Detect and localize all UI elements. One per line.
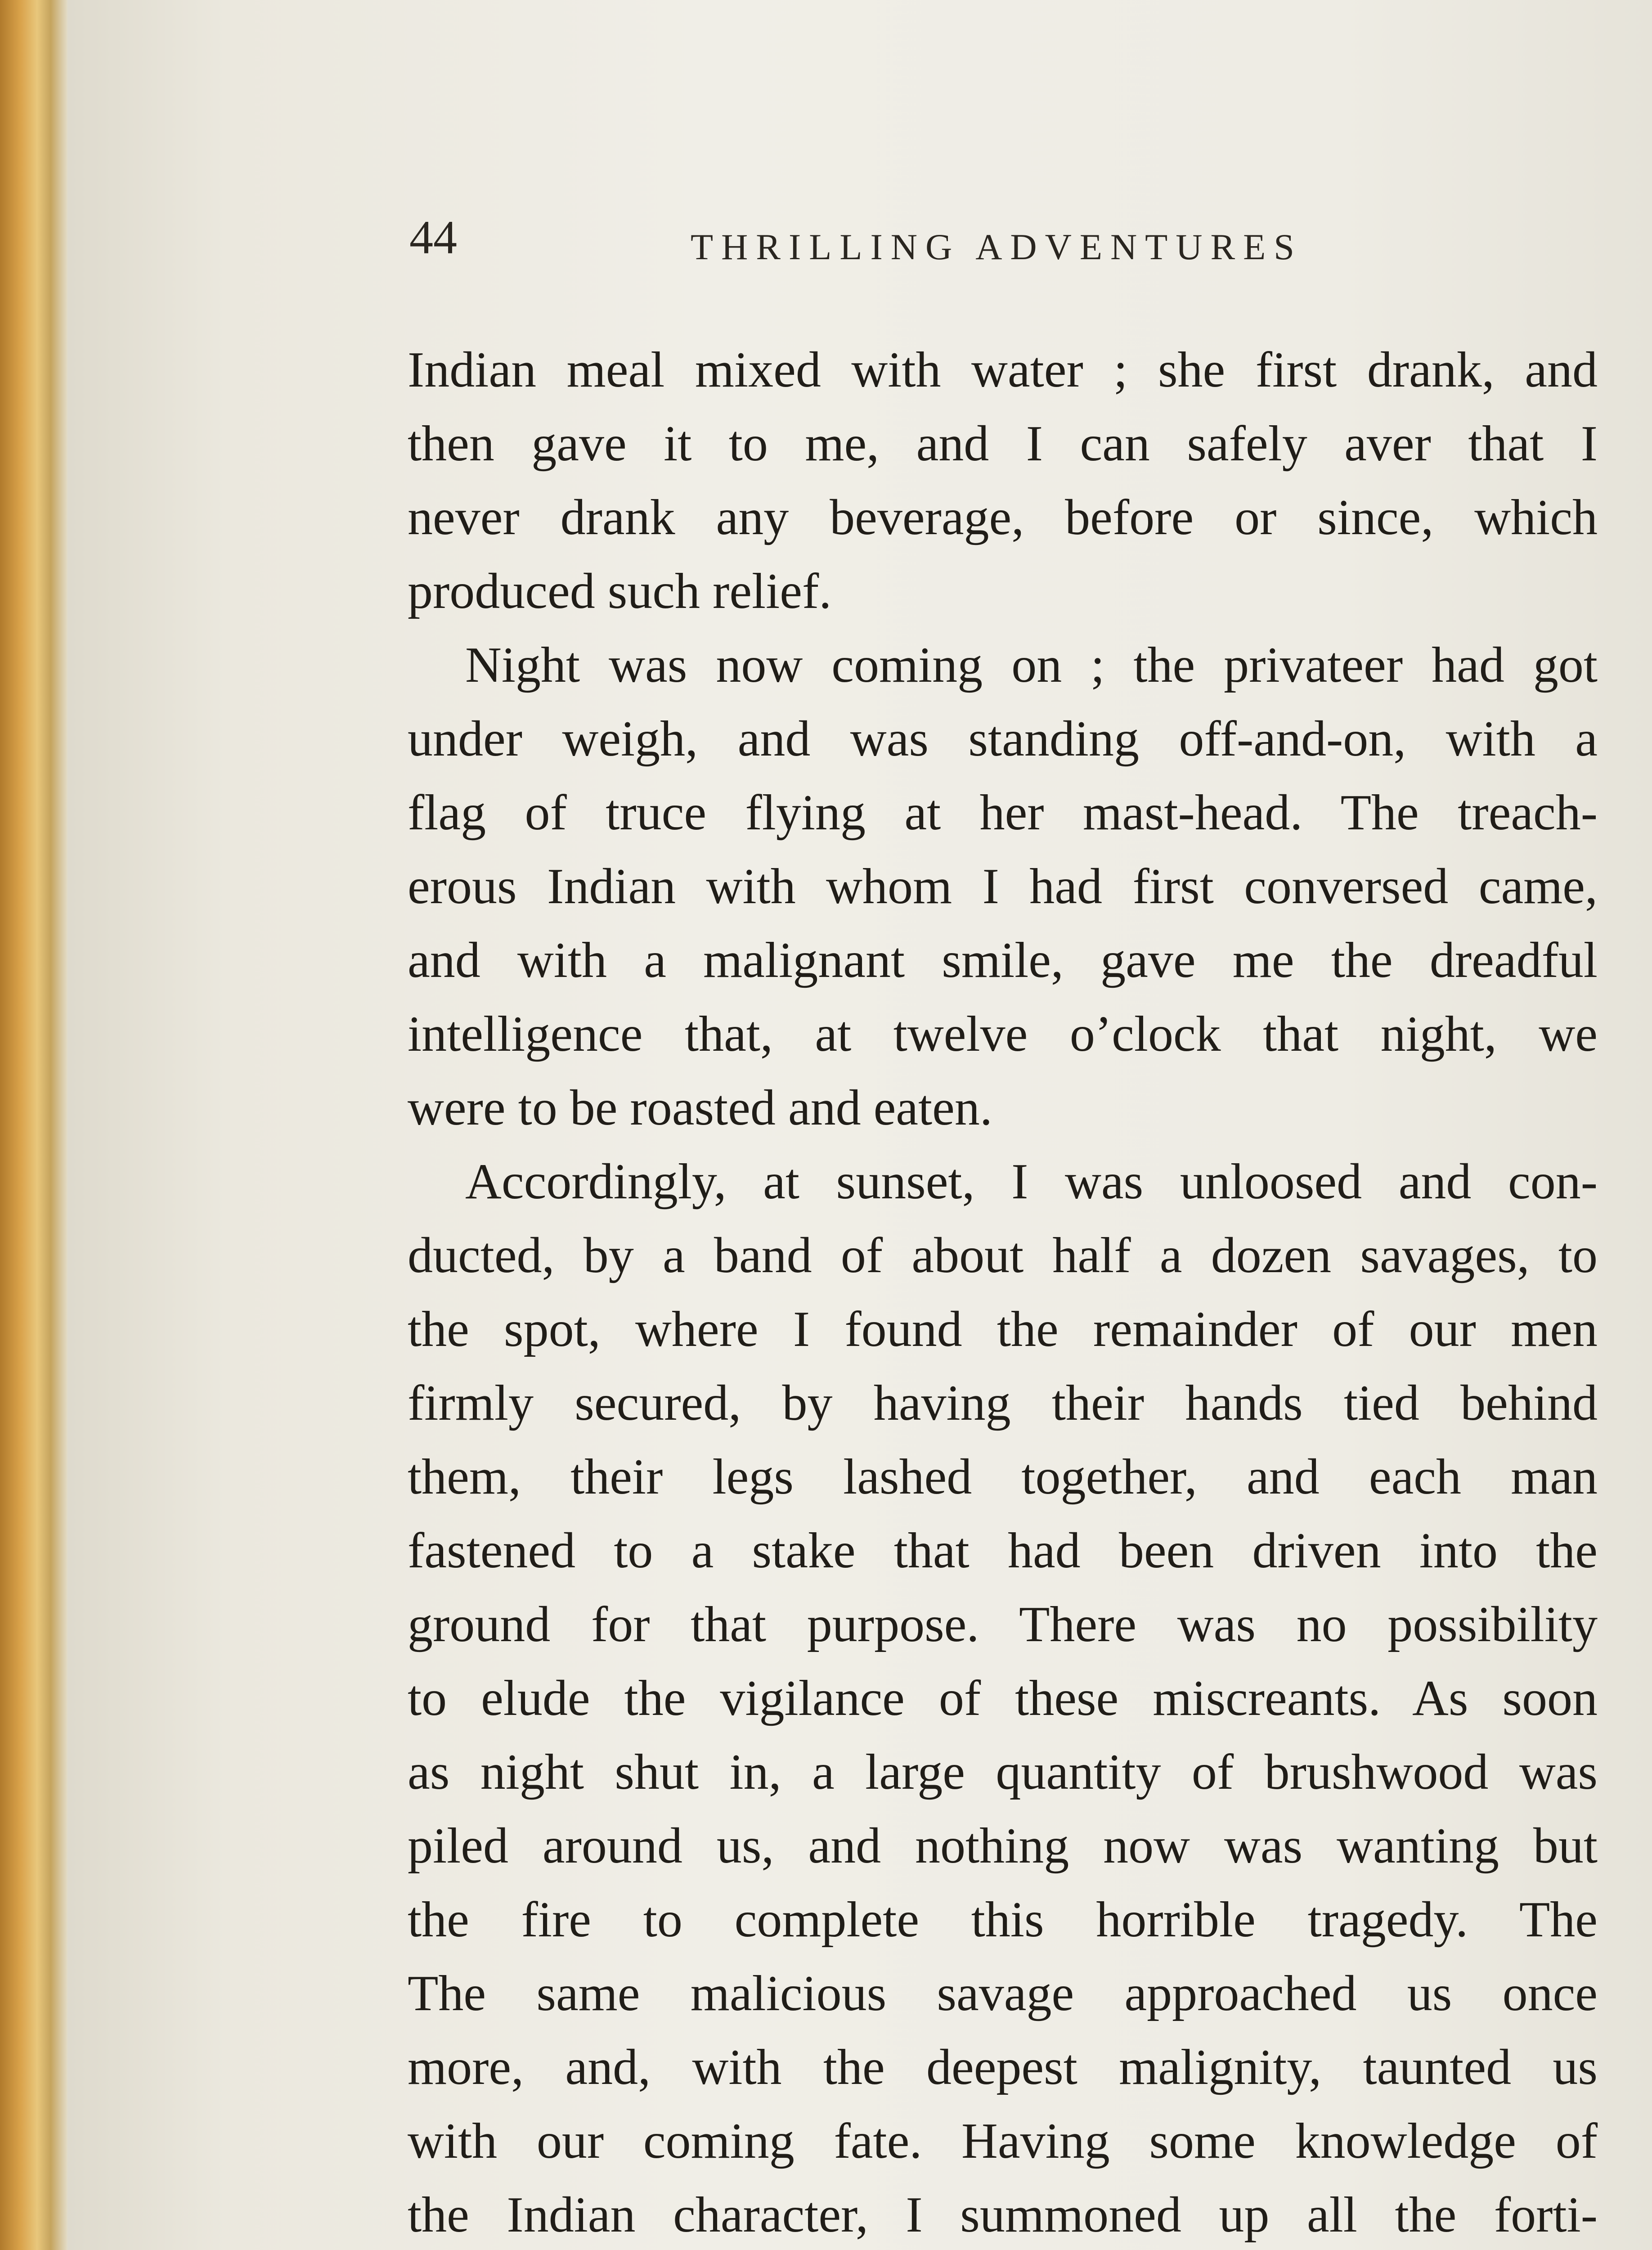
text-line: as night shut in, a large quantity of brushwood was — [408, 1744, 1598, 1800]
text-line: piled around us, and nothing now was wanting but — [408, 1818, 1598, 1874]
text-line: under weigh, and was standing off-and-on, with a — [408, 711, 1598, 767]
text-line: Indian meal mixed with water ; she first drank, and — [408, 342, 1598, 398]
page-body — [408, 333, 1598, 2250]
text-line: Night was now coming on ; the privateer had got — [465, 637, 1598, 693]
text-line: erous Indian with whom I had first conversed came, — [408, 859, 1598, 914]
text-line: the Indian character, I summoned up all the forti- — [408, 2187, 1598, 2243]
text-line: with our coming fate. Having some knowledge of — [408, 2113, 1598, 2169]
text-line: The same malicious savage approached us once — [408, 1966, 1598, 2021]
text-line: flag of truce flying at her mast-head. The treach- — [408, 785, 1598, 841]
text-line: intelligence that, at twelve o’clock that night, we — [408, 1006, 1598, 1062]
running-title: THRILLING ADVENTURES — [691, 226, 1302, 267]
text-line: them, their legs lashed together, and each man — [408, 1449, 1598, 1505]
text-line: the fire to complete this horrible tragedy. The — [408, 1892, 1598, 1948]
text-line: then gave it to me, and I can safely aver that I — [408, 416, 1598, 472]
text-line: and with a malignant smile, gave me the dreadful — [408, 932, 1598, 988]
text-line: never drank any beverage, before or since, which — [408, 490, 1598, 545]
text-line: more, and, with the deepest malignity, taunted us — [408, 2039, 1598, 2095]
text-line: were to be roasted and eaten. — [408, 1080, 992, 1136]
text-line: ground for that purpose. There was no possibility — [408, 1597, 1598, 1652]
text-line: produced such relief. — [408, 563, 832, 619]
text-line: firmly secured, by having their hands tied behind — [408, 1375, 1598, 1431]
text-line: to elude the vigilance of these miscreants. As soon — [408, 1670, 1598, 1726]
text-line: fastened to a stake that had been driven into the — [408, 1523, 1598, 1579]
book-page — [67, 0, 1652, 2250]
book-spine-edge — [0, 0, 67, 2250]
text-line: the spot, where I found the remainder of our men — [408, 1301, 1598, 1357]
text-line: Accordingly, at sunset, I was unloosed and con- — [465, 1154, 1598, 1210]
page-number: 44 — [409, 211, 457, 264]
text-line: ducted, by a band of about half a dozen savages, to — [408, 1228, 1598, 1283]
